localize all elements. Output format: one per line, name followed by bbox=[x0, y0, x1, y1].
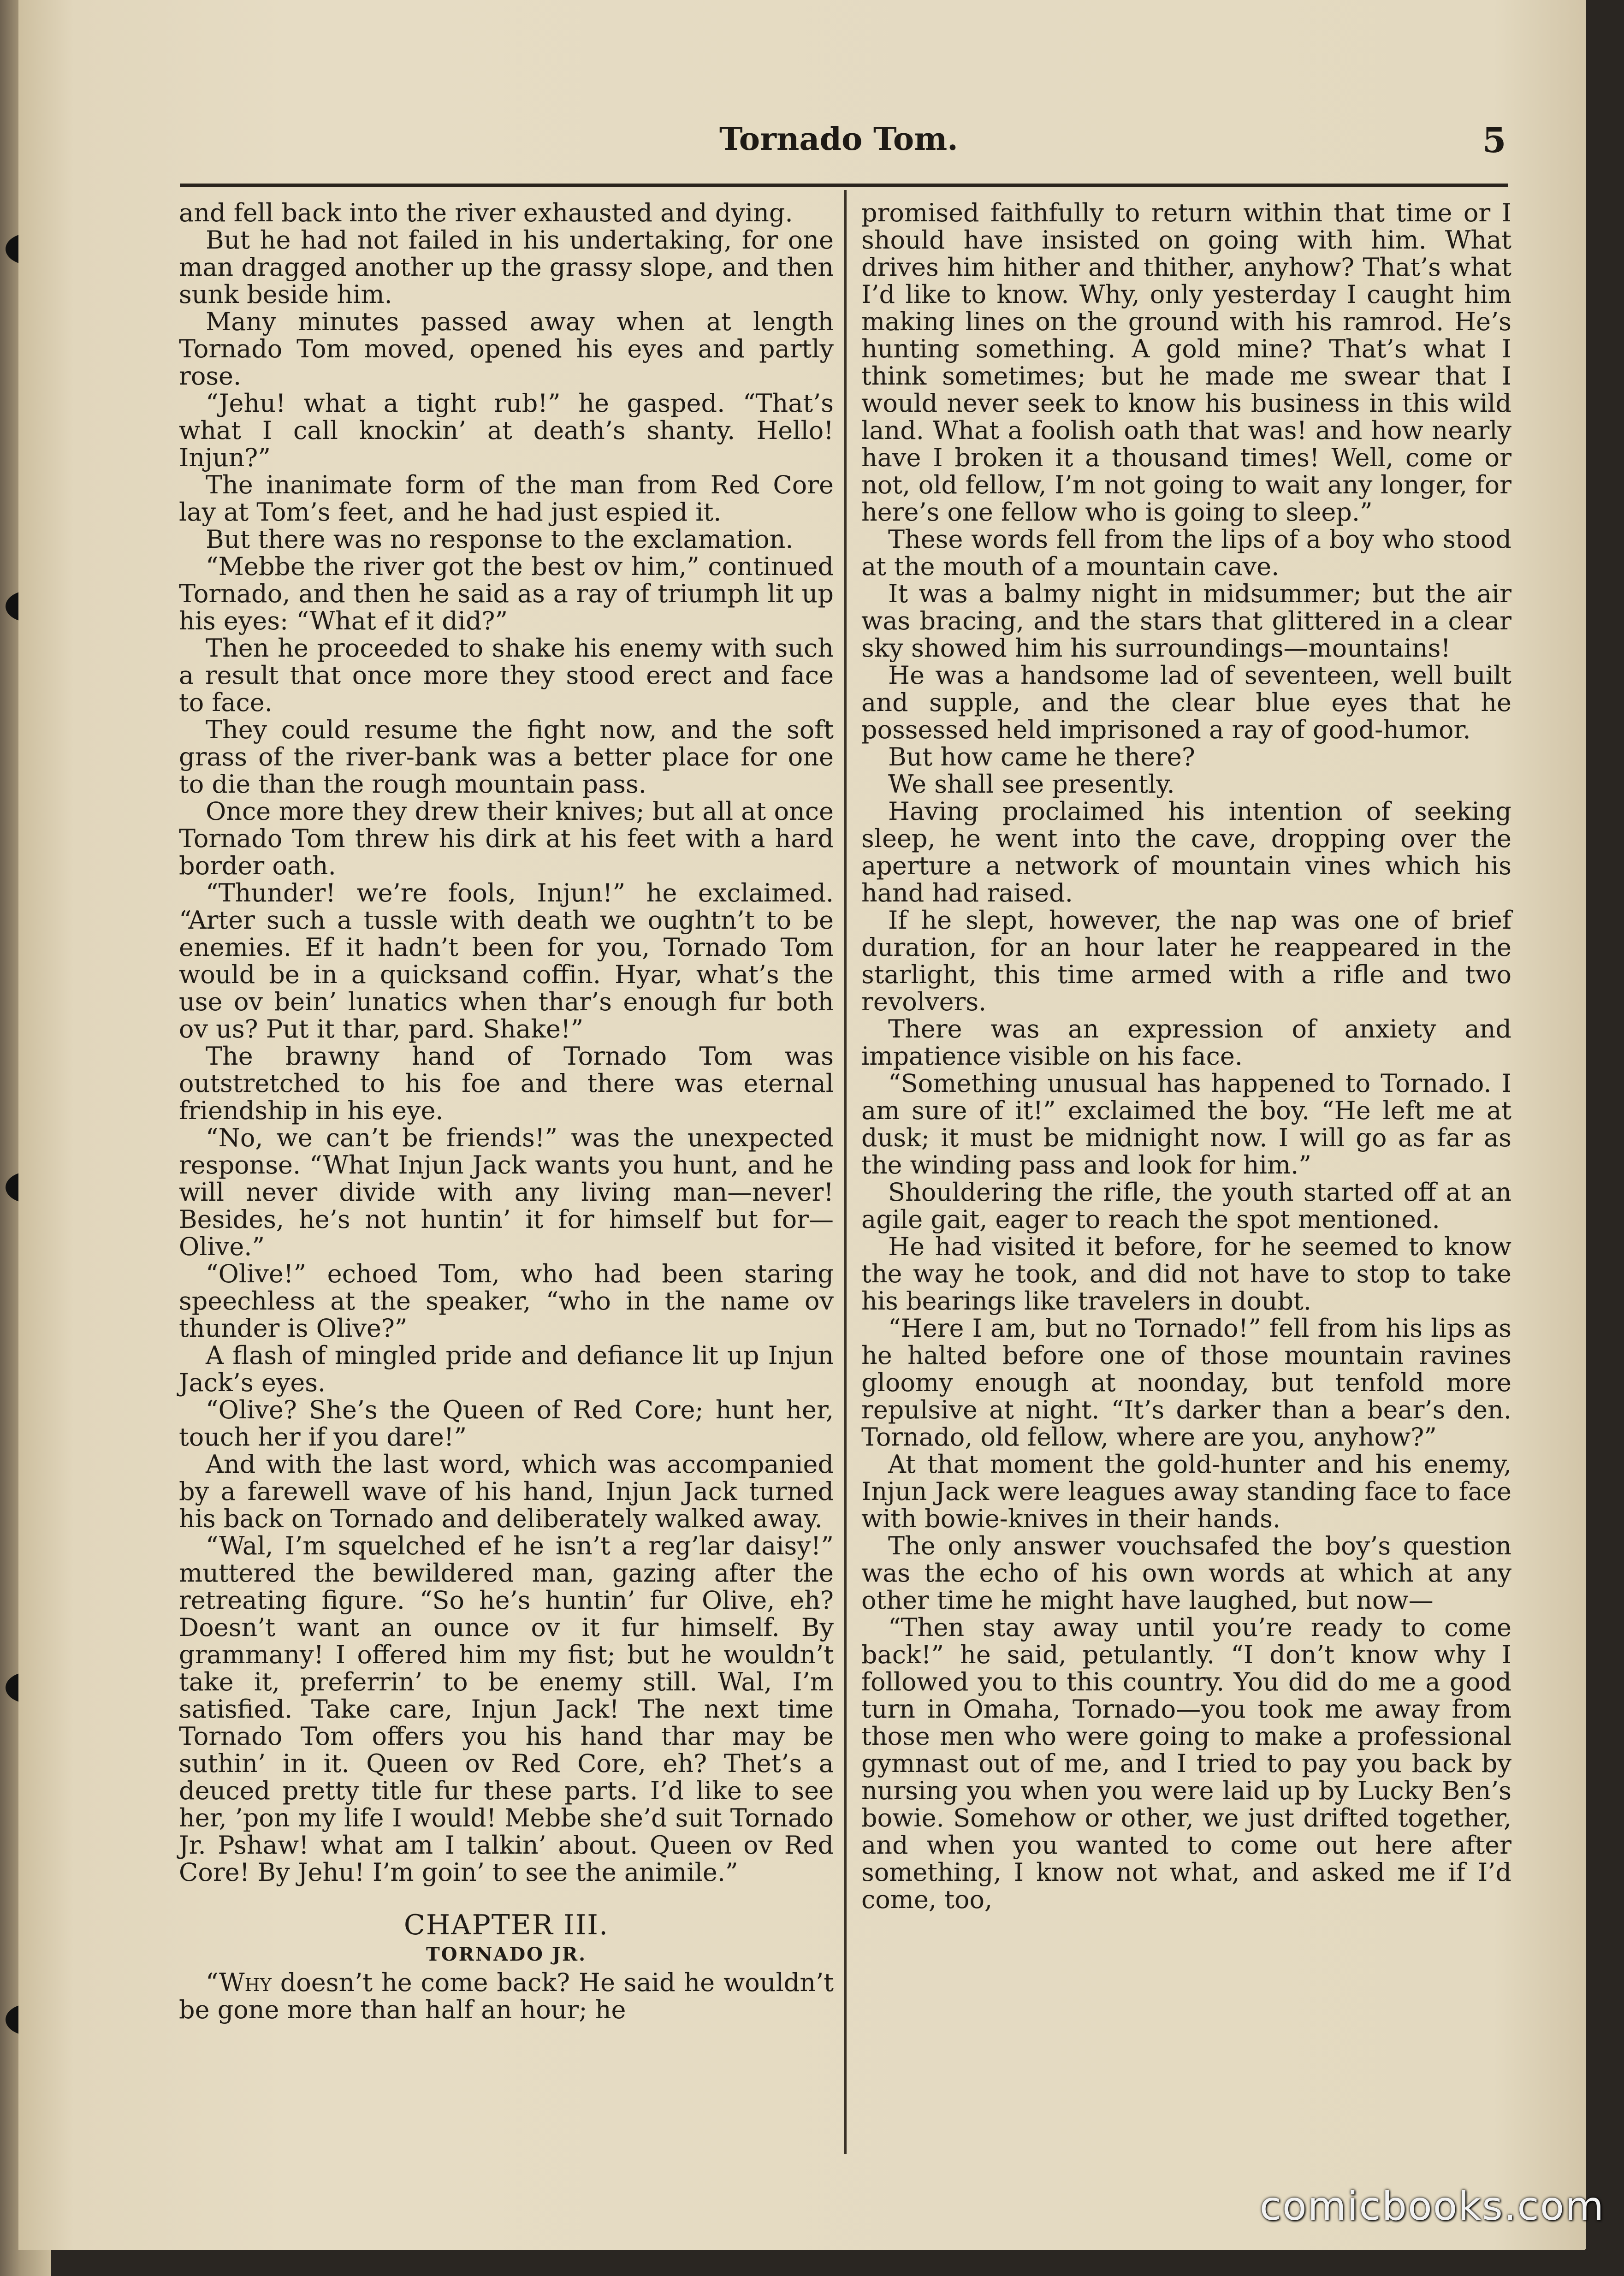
paragraph: The inanimate form of the man from Red Core lay at Tom’s feet, and he had just espied it. bbox=[179, 470, 834, 527]
paragraph: A flash of mingled pride and defiance lit up Injun Jack’s eyes. bbox=[179, 1341, 834, 1397]
paragraph: Then he proceeded to shake his enemy with such a result that once more they stood erect and face to face. bbox=[179, 634, 834, 717]
running-title: Tornado Tom. bbox=[719, 121, 958, 158]
paragraph: “Wal, I’m squelched ef he isn’t a reg’lar daisy!” muttered the bewildered man, gazing after the retreating figure. “So he’s huntin’ fur Olive, eh? Doesn’t want an ounce ov it fur himself. By grammany! I offered him my fist; but he wouldn’t take it, preferrin’ to be enemy still. Wal, I’m satisfied. Take care, Injun Jack! The next time Tornado Tom offers you his hand thar may be suthin’ in it. Queen ov Red Core, eh? Thet’s a deuced pretty title fur these parts. I’d like to see her, ’pon my life I would! Mebbe she’d suit Tornado Jr. Pshaw! what am I talkin’ about. Queen ov Red Core! By Jehu! I’m goin’ to see the animile.” bbox=[179, 1531, 834, 1887]
paragraph: promised faithfully to return within that time or I should have insisted on going with him. What drives him hither and thither, anyhow? That’s what I’d like to know. Why, only yesterday I caught him making lines on the ground with his ramrod. He’s hunting something. A gold mine? That’s what I think sometimes; but he made me swear that I would never seek to know his business in this wild land. What a foolish oath that was! and how nearly have I broken it a thousand times! Well, come or not, old fellow, I’m not going to wait any longer, for here’s one fellow who is going to sleep.” bbox=[861, 198, 1511, 527]
paragraph: There was an expression of anxiety and impatience visible on his face. bbox=[861, 1014, 1511, 1071]
chapter-opening-word: “Why bbox=[206, 1968, 272, 1997]
paragraph: and fell back into the river exhausted and dying. bbox=[179, 198, 793, 227]
chapter-heading: CHAPTER III. bbox=[403, 1909, 609, 1941]
paragraph: Having proclaimed his intention of seeking sleep, he went into the cave, dropping over the aperture a network of mountain vines which his hand had raised. bbox=[861, 797, 1511, 907]
paragraph: Shouldering the rifle, the youth started off at an agile gait, eager to reach the spot mentioned. bbox=[861, 1178, 1511, 1234]
paragraph: But there was no response to the exclamation. bbox=[206, 525, 794, 554]
paragraph: These words fell from the lips of a boy who stood at the mouth of a mountain cave. bbox=[861, 525, 1511, 581]
chapter-opening-paragraph bbox=[179, 1969, 834, 2023]
paragraph: The brawny hand of Tornado Tom was outstretched to his foe and there was eternal friendship in his eye. bbox=[179, 1042, 834, 1125]
column-divider bbox=[844, 190, 847, 2154]
page-number: 5 bbox=[1482, 121, 1506, 160]
paragraph: He was a handsome lad of seventeen, well built and supple, and the clear blue eyes that he possessed held imprisoned a ray of good-humor. bbox=[861, 661, 1511, 744]
paragraph: It was a balmy night in midsummer; but the air was bracing, and the stars that glittered in a clear sky showed him his surroundings—mountains! bbox=[861, 579, 1511, 663]
site-watermark: comicbooks.com bbox=[1259, 2183, 1605, 2229]
header-rule bbox=[180, 184, 1508, 187]
paragraph: “Something unusual has happened to Tornado. I am sure of it!” exclaimed the boy. “He left me at dusk; it must be midnight now. I will go as far as the winding pass and look for him.” bbox=[861, 1069, 1511, 1179]
paragraph: “No, we can’t be friends!” was the unexpected response. “What Injun Jack wants you hunt, and he will never divide with any living man—never! Besides, he’s not huntin’ it for himself but for—Olive.” bbox=[179, 1123, 834, 1261]
chapter-opening-text: doesn’t he come back? He said he wouldn’t be gone more than half an hour; he bbox=[179, 1968, 834, 2024]
paragraph: But how came he there? bbox=[888, 742, 1195, 771]
paragraph: At that moment the gold-hunter and his enemy, Injun Jack were leagues away standing face to face with bowie-knives in their hands. bbox=[861, 1450, 1511, 1533]
right-column bbox=[861, 199, 1511, 1913]
paragraph: “Then stay away until you’re ready to come back!” he said, petulantly. “I don’t know why I followed you to this country. You did do me a good turn in Omaha, Tornado—you took me away from those men who were going to make a professional gymnast out of me, and I tried to pay you back by nursing you when you were laid up by Lucky Ben’s bowie. Somehow or other, we just drifted together, and when you wanted to come out here after something, I know not what, and asked me if I’d come, too, bbox=[861, 1613, 1511, 1914]
paragraph: They could resume the fight now, and the soft grass of the river-bank was a better place for one to die than the rough mountain pass. bbox=[179, 715, 834, 799]
paragraph: “Thunder! we’re fools, Injun!” he exclaimed. “Arter such a tussle with death we oughtn’t to be enemies. Ef it hadn’t been for you, Tornado Tom would be in a quicksand coffin. Hyar, what’s the use ov bein’ lunatics when thar’s enough fur both ov us? Put it thar, pard. Shake!” bbox=[179, 878, 834, 1043]
paragraph: Many minutes passed away when at length Tornado Tom moved, opened his eyes and partly rose. bbox=[179, 307, 834, 391]
paragraph: If he slept, however, the nap was one of brief duration, for an hour later he reappeared in the starlight, this time armed with a rifle and two revolvers. bbox=[861, 906, 1511, 1016]
paragraph: Once more they drew their knives; but all at once Tornado Tom threw his dirk at his feet with a hard border oath. bbox=[179, 797, 834, 880]
paragraph: “Olive!” echoed Tom, who had been staring speechless at the speaker, “who in the name ov thunder is Olive?” bbox=[179, 1259, 834, 1343]
paragraph: “Here I am, but no Tornado!” fell from his lips as he halted before one of those mountain ravines gloomy enough at noonday, but tenfold more repulsive at night. “It’s darker than a bear’s den. Tornado, old fellow, where are you, anyhow?” bbox=[861, 1314, 1511, 1452]
paragraph: “Olive? She’s the Queen of Red Core; hunt her, touch her if you dare!” bbox=[179, 1395, 834, 1452]
paragraph: “Jehu! what a tight rub!” he gasped. “That’s what I call knockin’ at death’s shanty. Hello! Injun?” bbox=[179, 389, 834, 472]
chapter-subtitle: TORNADO JR. bbox=[426, 1944, 587, 1965]
paragraph: “Mebbe the river got the best ov him,” continued Tornado, and then he said as a ray of triumph lit up his eyes: “What ef it did?” bbox=[179, 552, 834, 635]
left-column bbox=[179, 199, 834, 2023]
paragraph: We shall see presently. bbox=[888, 770, 1175, 799]
paragraph: And with the last word, which was accompanied by a farewell wave of his hand, Injun Jack turned his back on Tornado and deliberately walked away. bbox=[179, 1450, 834, 1533]
paragraph: He had visited it before, for he seemed to know the way he took, and did not have to stop to take his bearings like travelers in doubt. bbox=[861, 1232, 1511, 1316]
paragraph: But he had not failed in his undertaking, for one man dragged another up the grassy slope, and then sunk beside him. bbox=[179, 225, 834, 309]
paragraph: The only answer vouchsafed the boy’s question was the echo of his own words at which at any other time he might have laughed, but now— bbox=[861, 1531, 1511, 1615]
